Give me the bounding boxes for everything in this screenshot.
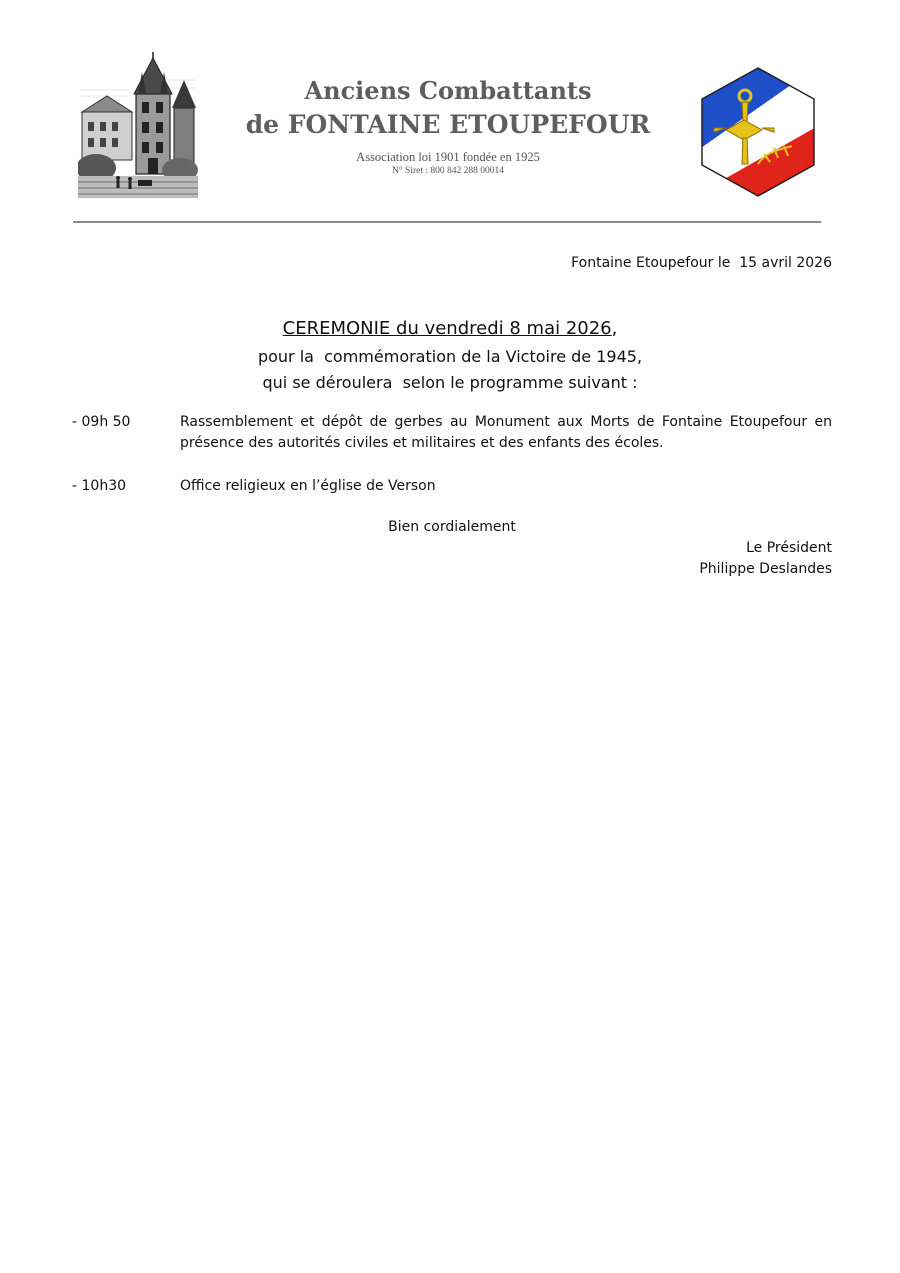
signature-role: Le Président	[746, 540, 832, 556]
ceremony-title-underlined: CEREMONIE du vendredi 8 mai 2026	[282, 318, 612, 339]
program-time: - 10h30	[72, 478, 127, 494]
program-description: Rassemblement et dépôt de gerbes au Monument aux Morts de Fontaine Etoupefour en présence des autorités civiles et militaires et des enfants des écoles.	[180, 414, 832, 451]
ceremony-subtitle-2: qui se déroulera selon le programme suivant :	[262, 373, 638, 392]
program-time: - 09h 50	[72, 414, 131, 430]
org-name-line2: de FONTAINE ETOUPEFOUR	[245, 110, 651, 139]
ceremony-title-suffix: ,	[611, 318, 618, 339]
tricolor-cross-emblem-icon	[698, 66, 818, 198]
program-description: Office religieux en l’église de Verson	[180, 478, 436, 494]
ceremony-title	[140, 318, 760, 339]
header-divider	[73, 221, 821, 223]
closing-salutation: Bien cordialement	[388, 519, 516, 535]
signature-name: Philippe Deslandes	[699, 561, 832, 577]
siret-number: N° Siret : 800 842 288 00014	[392, 166, 504, 176]
ceremony-subtitle-1: pour la commémoration de la Victoire de 1945,	[257, 347, 643, 366]
org-name-line1: Anciens Combattants	[304, 76, 592, 105]
association-info: Association loi 1901 fondée en 1925	[356, 150, 540, 164]
place-date: Fontaine Etoupefour le 15 avril 2026	[571, 255, 832, 271]
chateau-engraving-icon	[78, 50, 198, 198]
